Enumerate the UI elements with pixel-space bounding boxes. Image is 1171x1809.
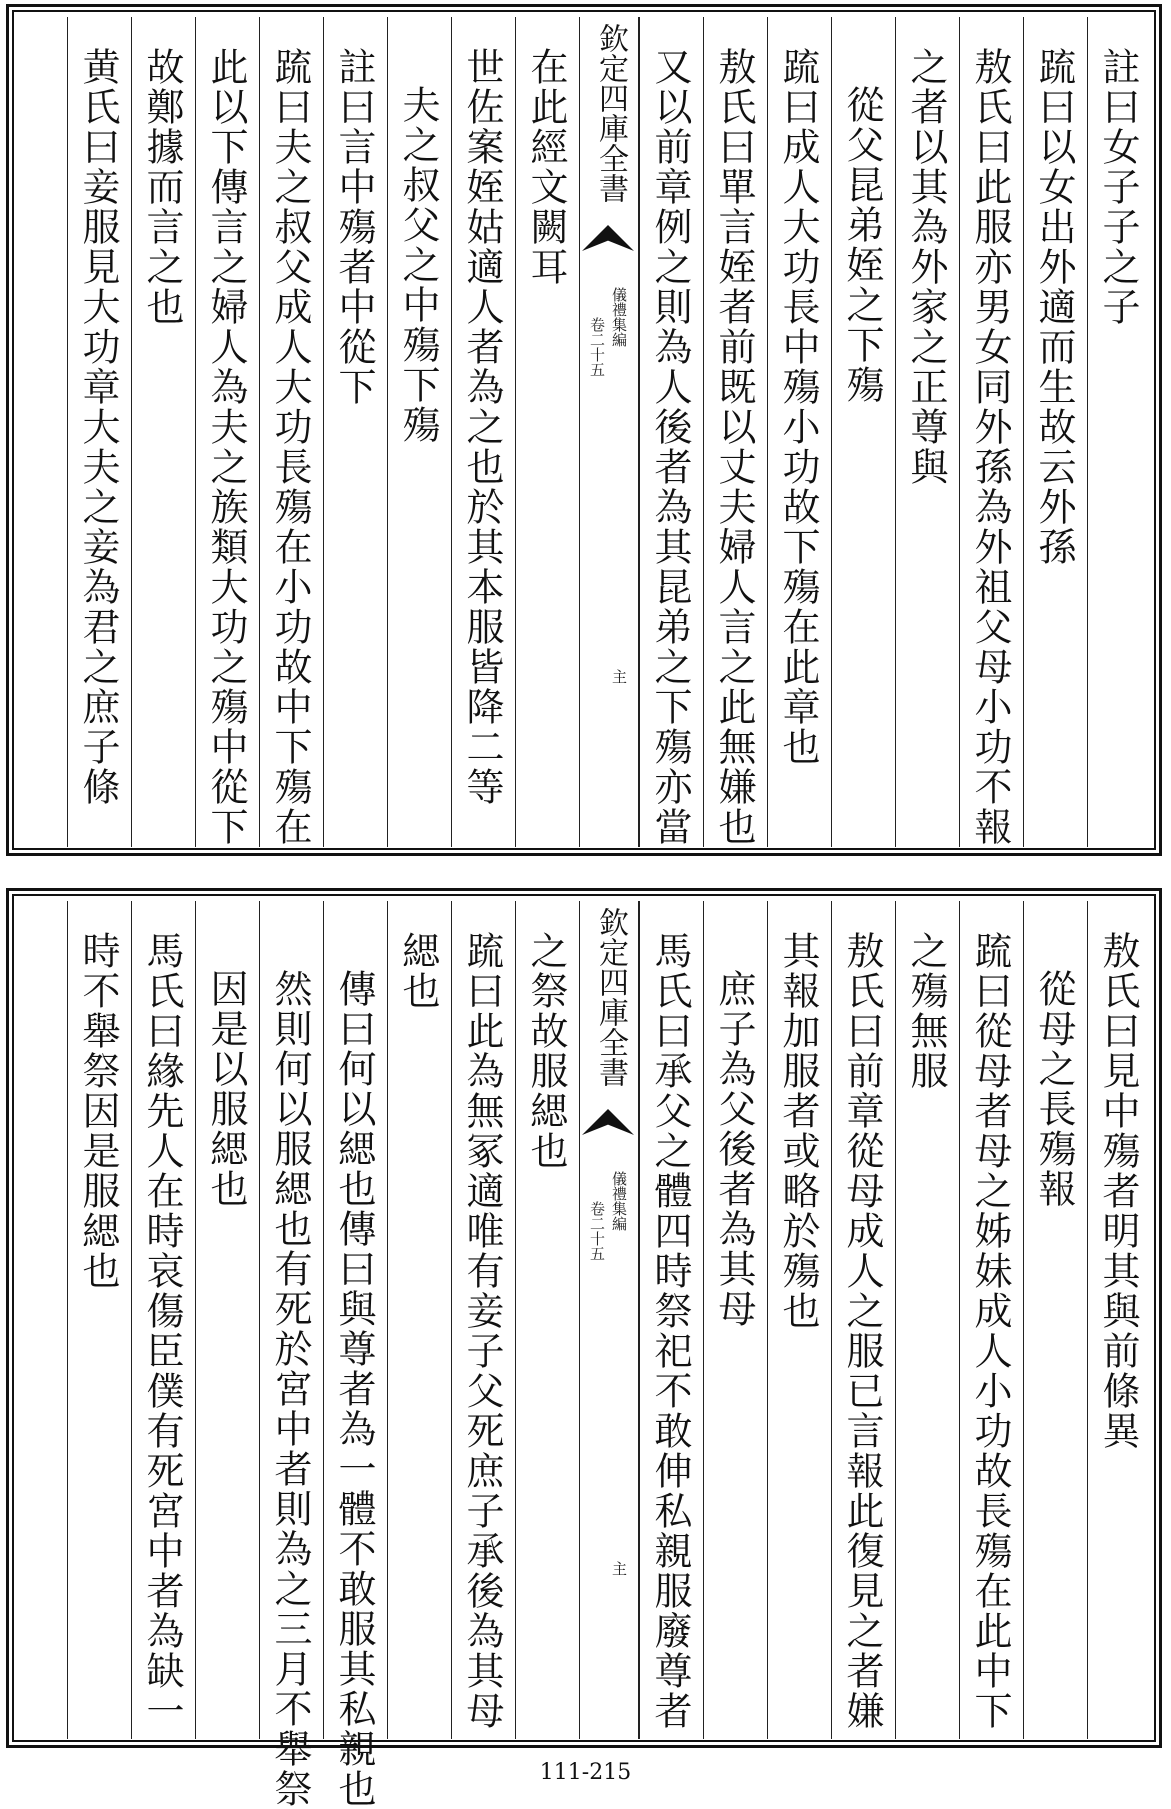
fish-tail-mark: [582, 225, 634, 251]
column-text: 庶子為父後者為其母: [712, 969, 756, 1329]
text-column: [703, 901, 767, 1739]
text-column: [515, 17, 579, 847]
text-column: [895, 17, 959, 847]
text-column: [195, 901, 259, 1739]
column-text: 敖氏曰見中殤者明其與前條異: [1096, 931, 1140, 1451]
text-column: [767, 17, 831, 847]
text-column: [323, 901, 387, 1809]
center-margin: [579, 901, 639, 1739]
column-text: 䟽曰從母者母之姊妹成人小功故長殤在此中下: [968, 931, 1012, 1731]
text-column: [895, 901, 959, 1739]
text-column: [67, 901, 131, 1739]
column-text: 䟽曰以女出外適而生故云外孫: [1032, 47, 1076, 567]
page-number: 111-215: [539, 1760, 632, 1785]
column-text: 因是以服緦也: [204, 969, 248, 1209]
text-column: [131, 17, 195, 847]
text-column: [639, 901, 703, 1739]
margin-folio: 主: [610, 669, 628, 684]
column-text: 世佐案姪姑適人者為之也於其本服皆降二等: [460, 47, 504, 807]
column-text: 黄氏曰妾服見大功章大夫之妾為君之庶子條: [76, 47, 120, 807]
column-text: 之殤無服: [904, 931, 948, 1091]
column-text: 敖氏曰此服亦男女同外孫為外祖父母小功不報: [968, 47, 1012, 847]
text-column: [131, 901, 195, 1739]
text-column: [1023, 17, 1087, 847]
text-column: [259, 17, 323, 847]
text-column: [515, 901, 579, 1739]
margin-folio: 主: [610, 1561, 628, 1576]
text-column: [387, 17, 451, 847]
column-text: 註曰女子子之子: [1096, 47, 1140, 327]
column-text: 夫之叔父之中殤下殤: [396, 85, 440, 445]
margin-juan: 卷二十五: [588, 1201, 606, 1261]
top-leaf: [6, 4, 1162, 856]
text-column: [767, 901, 831, 1739]
text-column: [959, 901, 1023, 1739]
text-column: [451, 901, 515, 1739]
fish-tail-mark: [582, 1109, 634, 1135]
column-text: 馬氏曰承父之體四時祭祀不敢伸私親服廢尊者: [648, 931, 692, 1731]
column-text: 註曰言中殤者中從下: [332, 47, 376, 407]
text-column: [703, 17, 767, 847]
column-text: 䟽曰此為無冢適唯有妾子父死庶子承後為其母: [460, 931, 504, 1731]
column-text: 然則何以服緦也有死於宮中者則為之三月不舉祭: [268, 969, 312, 1809]
column-text: 之者以其為外家之正尊與: [904, 47, 948, 487]
column-text: 故鄭據而言之也: [140, 47, 184, 327]
column-text: 緦也: [396, 931, 440, 1011]
column-text: 從母之長殤報: [1032, 969, 1076, 1209]
text-column: [639, 17, 703, 847]
margin-title: 欽定四庫全書: [593, 907, 628, 1087]
column-text: 敖氏曰前章從母成人之服已言報此復見之者嫌: [840, 931, 884, 1731]
text-column: [1087, 17, 1151, 847]
margin-juan: 卷二十五: [588, 317, 606, 377]
column-text: 傳曰何以緦也傳曰與尊者為一體不敢服其私親也: [332, 969, 376, 1809]
text-column: [67, 17, 131, 847]
margin-book-title: 儀禮集編: [610, 287, 628, 347]
column-text: 此以下傳言之婦人為夫之族類大功之殤中從下: [204, 47, 248, 847]
margin-title: 欽定四庫全書: [593, 23, 628, 203]
column-text: 其報加服者或略於殤也: [776, 931, 820, 1331]
text-column: [1087, 901, 1151, 1739]
center-margin: [579, 17, 639, 847]
column-text: 敖氏曰單言姪者前既以丈夫婦人言之此無嫌也: [712, 47, 756, 847]
column-text: 又以前章例之則為人後者為其昆弟之下殤亦當: [648, 47, 692, 847]
text-column: [831, 901, 895, 1739]
text-column: [959, 17, 1023, 847]
column-text: 之祭故服緦也: [524, 931, 568, 1171]
margin-book-title: 儀禮集編: [610, 1171, 628, 1231]
column-text: 在此經文闕耳: [524, 47, 568, 287]
text-column: [387, 901, 451, 1739]
column-text: 時不舉祭因是服緦也: [76, 931, 120, 1291]
text-column: [831, 17, 895, 847]
column-text: 䟽曰成人大功長中殤小功故下殤在此章也: [776, 47, 820, 767]
text-column: [1023, 901, 1087, 1739]
text-column: [451, 17, 515, 847]
text-column: [195, 17, 259, 847]
column-text: 馬氏曰緣先人在時哀傷臣僕有死宮中者為缺一: [140, 931, 184, 1731]
column-text: 䟽曰夫之叔父成人大功長殤在小功故中下殤在: [268, 47, 312, 847]
text-column: [259, 901, 323, 1809]
column-text: 從父昆弟姪之下殤: [840, 85, 884, 405]
text-column: [323, 17, 387, 847]
